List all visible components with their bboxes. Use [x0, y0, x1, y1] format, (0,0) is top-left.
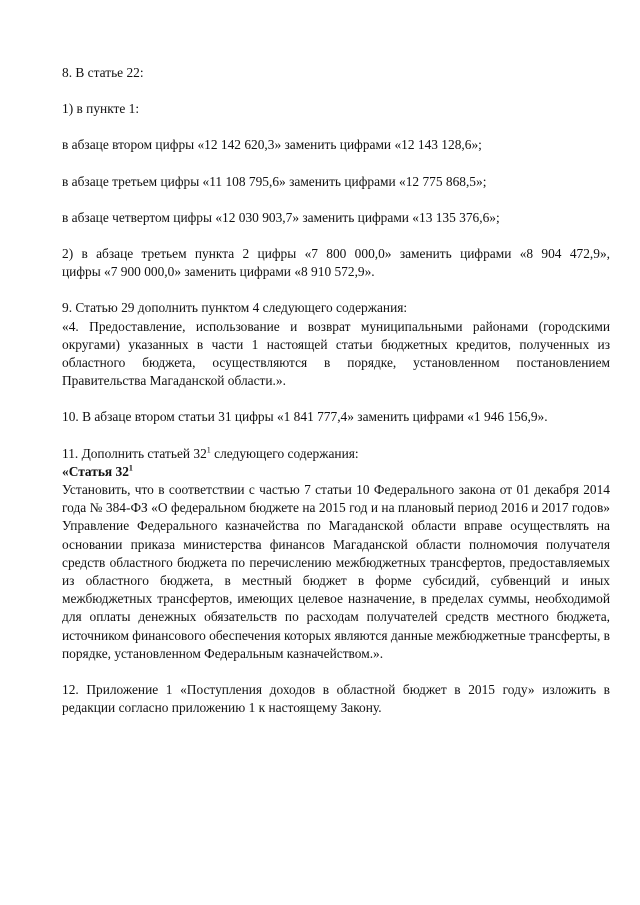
article-heading-text: «Статья 32 [62, 463, 129, 479]
article-32-1-heading [62, 463, 610, 481]
article-heading-sup: 1 [128, 463, 133, 473]
section-11-title-sup: 1 [206, 445, 211, 455]
section-8-paragraph-2: в абзаце втором цифры «12 142 620,3» заменить цифрами «12 143 128,6»; [62, 137, 482, 153]
document-page [62, 64, 610, 717]
section-8-item-2-line-2: цифры «7 900 000,0» заменить цифрами «8 910 572,9». [62, 264, 375, 280]
section-11-title-text: 11. Дополнить статьей 32 [62, 445, 207, 461]
section-11-title-rest: следующего содержания: [210, 445, 359, 461]
section-8-item-1: 1) в пункте 1: [62, 101, 140, 117]
article-32-1-body: Установить, что в соответствии с частью 7 статьи 10 Федерального закона от 01 декабря 2014 года № 384-ФЗ «О федеральном бюджете на 2015 год и на плановый период 2016 и 2017 годов» Управление Федерального казначейства по Магаданской области вправе осуществлять на основании приказа министерства финансов Магаданской области полномочия получателя средств областного бюджета по перечислению межбюджетных трансфертов, предоставляемых из областного бюджета, в местный бюджет в форме субсидий, субвенций и иных межбюджетных трансфертов, имеющих целевое назначение, в пределах суммы, необходимой для оплаты денежных обязательств по расходам получателей средств местного бюджета, источником финансового обеспечения которых являются данные межбюджетные трансферты, в порядке, установленном Федеральным казначейством.». [62, 482, 610, 661]
section-8-paragraph-4: в абзаце четвертом цифры «12 030 903,7» заменить цифрами «13 135 376,6»; [62, 209, 500, 225]
section-8-paragraph-3: в абзаце третьем цифры «11 108 795,6» заменить цифрами «12 775 868,5»; [62, 173, 487, 189]
section-11-title [62, 445, 610, 463]
section-8-item-2-line-1: 2) в абзаце третьем пункта 2 цифры «7 800 000,0» заменить цифрами «8 904 472,9», [62, 246, 610, 262]
section-8-item-2 [62, 245, 610, 281]
section-9-title: 9. Статью 29 дополнить пунктом 4 следующего содержания: [62, 300, 408, 316]
section-12: 12. Приложение 1 «Поступления доходов в областной бюджет в 2015 году» изложить в редакции согласно приложению 1 к настоящему Закону. [62, 682, 610, 716]
section-10: 10. В абзаце втором статьи 31 цифры «1 841 777,4» заменить цифрами «1 946 156,9». [62, 409, 548, 425]
section-9-body: «4. Предоставление, использование и возврат муниципальными районами (городскими округами) указанных в части 1 настоящей статьи бюджетных кредитов, полученных из областного бюджета, осуществляются в порядке, установленном постановлением Правительства Магаданской области.». [62, 318, 610, 389]
section-8-title: 8. В статье 22: [62, 65, 144, 80]
